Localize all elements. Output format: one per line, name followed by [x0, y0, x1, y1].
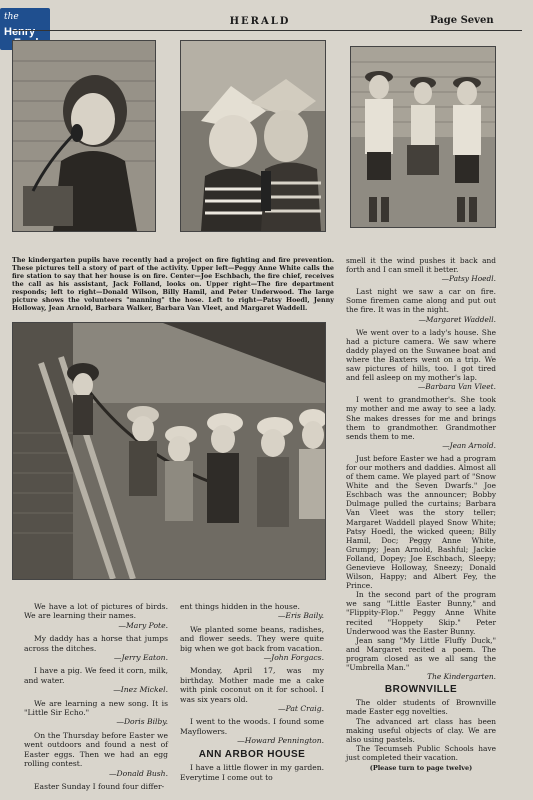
author-signature: —Margaret Waddell. — [418, 314, 496, 324]
header-rule — [12, 30, 522, 31]
photo-fire-department-boys — [350, 46, 496, 228]
article-paragraph: smell it the wind pushes it back and forth and I can smell it better. — [346, 256, 496, 275]
author-signature: The Kindergarten. — [427, 672, 496, 682]
author-signature: —Mary Pote. — [118, 620, 168, 630]
section-heading-brownville: BROWNVILLE — [384, 684, 458, 696]
column-1 — [24, 602, 168, 791]
article-paragraph: In the second part of the program we sang "Little Easter Bunny," and "Flippity-Flop." Peggy Anne White recited "Hoppety Skip." Peter Underwood was the Easter Bunny. — [346, 590, 496, 636]
author-signature: —Barbara Van Vleet. — [417, 382, 496, 392]
logo-line-1: the — [4, 12, 19, 22]
author-signature: —Jean Arnold. — [442, 440, 496, 450]
article-paragraph: My daddy has a horse that jumps across the ditches. — [24, 634, 168, 653]
continued-notice: (Please turn to page twelve) — [369, 763, 473, 772]
author-signature: —Donald Bush. — [108, 768, 168, 778]
photo-girl-on-phone — [12, 40, 156, 232]
article-paragraph: We are learning a new song. It is "Little Sir Echo." — [24, 698, 168, 718]
author-signature: —Patsy Hoedl. — [441, 274, 496, 284]
article-paragraph: Monday, April 17, was my birthday. Mother made me a cake with pink coconut on it for school. I was six years old. — [180, 666, 324, 704]
photo-fire-chief-boys — [180, 40, 326, 232]
article-paragraph: Easter Sunday I found four differ- — [34, 781, 165, 791]
article-paragraph: The advanced art class has been making useful objects of clay. We are also using pastels. — [346, 716, 496, 744]
author-signature: —Doris Bilby. — [116, 717, 168, 727]
author-signature: —Pat Craig. — [277, 704, 324, 714]
article-paragraph: Just before Easter we had a program for our mothers and daddies. Almost all of them came. We played part of "Snow White and the Seven Dwarfs." Joe Eschbach was the announcer; Bobby Dulmage pulled the curtains; Barbara Van Vleet was the story teller; Margaret Waddell played Snow White; Patsy Hoedl, the wicked queen; Billy Hamil, Doc; Peggy Anne White, Grumpy; Jean Arnold, Bashful; Jackie Folland, Dopey; Joe Eschbach, Sleepy; Genevieve Holloway, Sneezy; Donald Wilson, Happy; and Albert Fey, the Prince. — [346, 453, 496, 591]
photo-caption: The kindergarten pupils have recently had a project on fire fighting and fire prevention. These pictures tell a story of part of the activity. Upper left—Peggy Anne White calls the fire station to say that her house is on fire. Center—Joe Eschbach, the fire chief, receives the call as his assistant, Jack Folland, looks on. Upper right—The fire department responds; left to right—Donald Wilson, Billy Hamil, and Peter Underwood. The large picture shows the volunteers "manning" the hose. Left to right—Patsy Hoedl, Jenny Holloway, Jean Arnold, Barbara Walker, Barbara Van Vleet, and Margaret Waddell. — [12, 256, 334, 312]
article-paragraph: We have a lot of pictures of birds. We are learning their names. — [24, 602, 168, 621]
page-number: Page Seven — [430, 15, 494, 26]
column-2 — [180, 602, 324, 782]
author-signature: —Inez Mickel. — [113, 685, 168, 695]
author-signature: —Eris Baily. — [277, 611, 324, 621]
logo-line-2: Henry — [4, 26, 36, 38]
article-paragraph: Jean sang "My Little Fluffy Duck," and Margaret recited a poem. The program closed as we all sang the "Umbrella Man." — [346, 635, 496, 673]
author-signature: —Howard Pennington. — [237, 736, 324, 746]
article-paragraph: The older students of Brownville made Easter egg novelties. — [346, 698, 496, 717]
article-paragraph: I have a pig. We feed it corn, milk, and water. — [24, 666, 168, 685]
article-paragraph: I went to the woods. I found some Mayflowers. — [180, 717, 324, 736]
section-heading-ann-arbor: ANN ARBOR HOUSE — [198, 748, 306, 760]
column-3 — [346, 256, 496, 773]
article-paragraph: I have a little flower in my garden. Everytime I come out to — [180, 763, 324, 782]
article-paragraph: We planted some beans, radishes, and flower seeds. They were quite big when we got back from vacation. — [180, 624, 324, 653]
article-paragraph: ent things hidden in the house. — [180, 602, 300, 611]
masthead-title: HERALD — [229, 16, 291, 27]
article-paragraph: The Tecumseh Public Schools have just completed their vacation. — [346, 743, 496, 762]
article-paragraph: On the Thursday before Easter we went outdoors and found a nest of Easter eggs. Then we had an egg rolling contest. — [24, 730, 168, 769]
author-signature: —Jerry Eaton. — [113, 653, 168, 663]
author-signature: —John Forgacs. — [263, 653, 324, 663]
article-paragraph: I went to grandmother's. She took my mother and me away to see a lady. She makes dresses for me and brings them to grandmother. Grandmother sends them to me. — [346, 395, 496, 441]
article-paragraph: Last night we saw a car on fire. Some firemen came along and put out the fire. It was in the night. — [346, 287, 496, 315]
photo-volunteers-hose — [12, 322, 326, 580]
article-paragraph: We went over to a lady's house. She had a picture camera. We saw where daddy played on the Suwanee boat and where the Baxters went on a trip. We saw pictures of hills, too. I got tired and fell asleep on my mother's lap. — [346, 327, 496, 383]
